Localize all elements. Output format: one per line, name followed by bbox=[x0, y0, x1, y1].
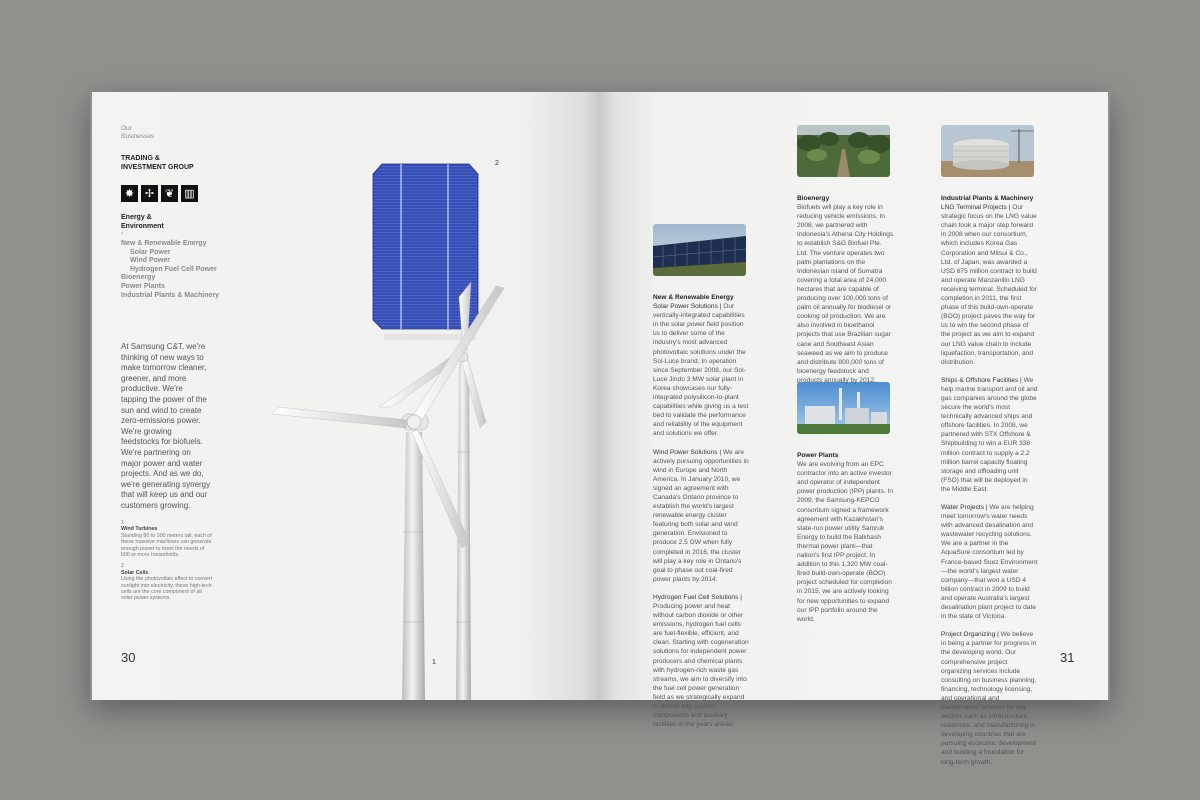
nav-item: Hydrogen Fuel Cell Power bbox=[130, 265, 217, 273]
image-marker-2: 2 bbox=[495, 160, 499, 167]
lead-ships: Ships & Offshore Facilities | bbox=[941, 376, 1022, 384]
lng-tank-photo bbox=[941, 125, 1034, 177]
para-solar-power bbox=[653, 302, 750, 438]
caption-title: Solar Cells bbox=[121, 569, 149, 576]
right-page bbox=[600, 92, 1108, 766]
category-icons bbox=[121, 185, 198, 202]
category-title bbox=[121, 214, 164, 237]
nav-item: New & Renewable Energy bbox=[121, 240, 207, 247]
group-title bbox=[121, 155, 194, 172]
column-bioenergy bbox=[797, 194, 894, 394]
para-project-organizing bbox=[941, 630, 1038, 766]
text-hydrogen: Producing power and heat without carbon dioxide or other emissions, hydrogen fuel cells are fuel-flexible, efficient, and clean. Starting with cogeneration solutions for independent power producers and chemical plants with hydrogen-rich waste gas streams, we aim to diversify into the fuel cell power generation field as we strategically expand to deliver key system components and auxiliary facilities in the years ahead. bbox=[653, 603, 749, 729]
palm-plantation-photo bbox=[797, 125, 890, 177]
lead-lng: LNG Terminal Projects | bbox=[941, 204, 1011, 212]
nav-list bbox=[121, 240, 219, 300]
text-project: We believe in being a partner for progress in the developing world. Our comprehensive project organizing services include consulting on business planning, financing, technology licensing, and operational and maintenance services for key sectors such as infrastructure, resources, and manufacturing in developing countries that are pursuing economic development and building a foundation for long-term growth. bbox=[941, 631, 1037, 766]
captions bbox=[121, 520, 213, 602]
intro-text: At Samsung C&T, we're thinking of new ways to make tomorrow cleaner, greener, and more productive. We're tapping the power of the sun and wind to create zero-emissions power. We're growing feedstocks for biofuels. We're partnering on major power and water projects. And as we do, we're generating synergy that will keep us and our customers growing. bbox=[121, 342, 211, 510]
leaf-icon: ❦ bbox=[161, 185, 178, 202]
factory-icon: ▥ bbox=[181, 185, 198, 202]
caption-wind-turbines bbox=[121, 520, 213, 558]
section-label-line: Businesses bbox=[121, 133, 155, 140]
nav-item: Wind Power bbox=[130, 257, 170, 265]
section-label-line: Our bbox=[121, 125, 132, 132]
column-industrial-plants bbox=[941, 194, 1038, 776]
solar-cell-and-turbines-illustration bbox=[242, 152, 592, 700]
para-bioenergy: Biofuels will play a key role in reducing vehicle emissions. In 2008, we partnered with Indonesia's Athena City Holdings to establish S&G Biofuel Pte. Ltd. The venture operates two palm plantations on the Indonesian island of Sumatra covering a total area of 24,000 hectares that are capable of producing over 100,000 tons of palm oil annually for biodiesel or cooking oil production. We are also involved in bioethanol projects that use Brazilian sugar cane and Southeast Asian seaweed as we aim to produce and distribute 800,000 tons of bioenergy feedstock and products annually by 2012. bbox=[797, 204, 894, 384]
para-power-plants: We are evolving from an EPC contractor into an active investor and operator of independent power production (IPP) plants. In 2009, the Samsung-KEPCO consortium signed a framework agreement with Kazakhstan's state-run power utility Samruk Energy to build the Balkhash thermal power plant—that nation's first IPP project. In addition to this 1,320 MW coal-fired build-own-operate (BOO) project scheduled for completion in 2015, we are actively looking for new opportunities to expand our IPP portfolio around the world. bbox=[797, 461, 894, 623]
group-title-line: INVESTMENT GROUP bbox=[121, 163, 194, 171]
para-hydrogen bbox=[653, 593, 750, 729]
text-ships: We help marine transport and oil and gas companies around the globe secure the world's most technically advanced ships and offshore facilities. In 2008, we partnered with STX Offshore & Shipbuilding to win a EUR 338 million contract to supply a 2.2 million barrel capacity floating storage and offloading unit (FSO) that will be deployed in the Middle East. bbox=[941, 376, 1038, 493]
text-wind: We are actively pursuing opportunities in wind in Europe and North America. In January 2010, we signed an agreement with Canada's Ontario province to establish the world's largest renewable energy cluster featuring both solar and wind generation. Envisioned to produce 2.5 GW when fully completed in 2016, the cluster will play a key role in Ontario's goal to phase out coal-fired power plants by 2014. bbox=[653, 448, 749, 583]
lead-water: Water Projects | bbox=[941, 504, 988, 511]
left-page bbox=[92, 92, 600, 700]
lead-wind: Wind Power Solutions | bbox=[653, 448, 722, 456]
lead-hydrogen: Hydrogen Fuel Cell Solutions | bbox=[653, 593, 742, 601]
lead-project: Project Organizing | bbox=[941, 631, 999, 639]
para-ships bbox=[941, 376, 1038, 494]
para-lng bbox=[941, 203, 1038, 367]
text-water: We are helping meet tomorrow's water needs with advanced desalination and wastewater recycling solutions. We are a partner in the AquaSure consortium led by France-based Suez Environment—the world's largest water company—that won a USD 4 billion contract in 2009 to build and operate Australia's largest desalination plant project to date in the state of Victoria. bbox=[941, 504, 1038, 621]
para-wind-power bbox=[653, 448, 750, 584]
caption-title: Wind Turbines bbox=[121, 526, 158, 533]
solar-panels-photo bbox=[653, 224, 746, 276]
lead-solar: Solar Power Solutions | bbox=[653, 303, 722, 311]
caption-solar-cells bbox=[121, 563, 213, 601]
category-line: Environment bbox=[121, 222, 164, 230]
category-dash: - bbox=[121, 230, 124, 237]
category-line: Energy & bbox=[121, 214, 152, 221]
heading-power-plants: Power Plants bbox=[797, 452, 839, 459]
caption-number: 1 bbox=[121, 520, 124, 526]
page-number-right: 31 bbox=[1060, 650, 1075, 665]
nav-item: Solar Power bbox=[130, 248, 171, 256]
column-new-renewable-energy bbox=[653, 293, 750, 738]
section-label bbox=[121, 125, 154, 141]
heading-new-renewable-energy: New & Renewable Energy bbox=[653, 294, 734, 301]
nav-item: Bioenergy bbox=[121, 274, 156, 282]
column-power-plants bbox=[797, 451, 894, 633]
text-solar: Our vertically-integrated capabilities in the solar power field position us to deliver some of the industry's most advanced photovoltaic solutions under the Sol-Luce brand. In operation since September 2008, our Sol-Luce Jindo 3 MW solar plant in Korea showcases our fully-integrated polysilicon-to-plant capabilities while giving us a test bed to validate the performance and reliability of the equipment and solutions we offer. bbox=[653, 303, 749, 438]
caption-number: 2 bbox=[121, 563, 124, 570]
wind-turbine-rear bbox=[379, 282, 486, 700]
caption-text: Using the photovoltaic effect to convert sunlight into electricity, these high-tech cells are the core component of all solar power systems. bbox=[121, 576, 213, 602]
caption-text: Standing 80 to 100 meters tall, each of these massive machines can generate enough power to meet the needs of 500 or more households. bbox=[121, 532, 212, 559]
wind-turbine-icon: ✢ bbox=[141, 185, 158, 202]
sun-icon: ✸ bbox=[121, 185, 138, 202]
page-number-left: 30 bbox=[121, 650, 136, 665]
nav-item: Power Plants bbox=[121, 282, 165, 290]
text-lng: Our strategic focus on the LNG value chain took a major step forward in 2008 when our consortium, which includes Korea Gas Corporation and Mitsui & Co., Ltd. of Japan, was awarded a USD 675 million contract to build and operate Manzanillo LNG receiving terminal. Scheduled for completion in 2011, the first phase of this build-own-operate (BOO) project paves the way for us to win the second phase of the project as we aim to expand our LNG value chain to include liquefaction, transportation, and distribution. bbox=[941, 204, 1038, 366]
heading-industrial-plants: Industrial Plants & Machinery bbox=[941, 195, 1034, 202]
image-marker-1: 1 bbox=[432, 659, 436, 666]
para-water bbox=[941, 503, 1038, 621]
nav-item: Industrial Plants & Machinery bbox=[121, 291, 220, 299]
heading-bioenergy: Bioenergy bbox=[797, 195, 830, 202]
group-title-line: TRADING & bbox=[121, 155, 160, 162]
